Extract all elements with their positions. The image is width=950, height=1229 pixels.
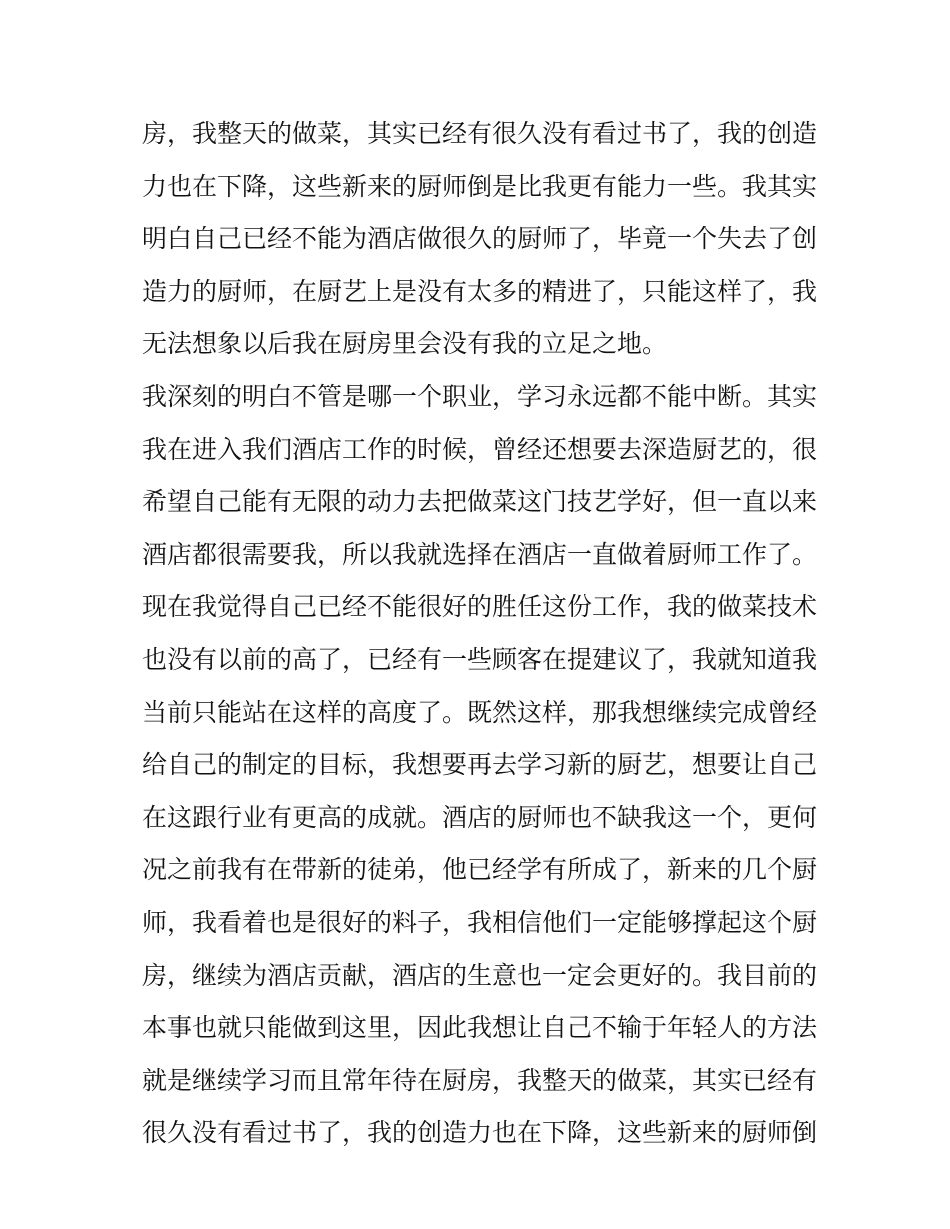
text-line: 我在进入我们酒店工作的时候，曾经还想要去深造厨艺的，很: [142, 434, 818, 464]
text-line: 当前只能站在这样的高度了。既然这样，那我想继续完成曾经: [142, 697, 818, 727]
text-line: 无法想象以后我在厨房里会没有我的立足之地。: [142, 329, 668, 359]
text-line: 房，我整天的做菜，其实已经有很久没有看过书了，我的创造: [142, 119, 818, 148]
text-line: 也没有以前的高了，已经有一些顾客在提建议了，我就知道我: [142, 644, 818, 674]
text-line: 我深刻的明白不管是哪一个职业，学习永远都不能中断。其实: [142, 381, 818, 411]
text-line: 在这跟行业有更高的成就。酒店的厨师也不缺我这一个，更何: [142, 802, 818, 832]
text-line: 明白自己已经不能为酒店做很久的厨师了，毕竟一个失去了创: [142, 224, 818, 254]
text-line: 房，继续为酒店贡献，酒店的生意也一定会更好的。我目前的: [142, 960, 818, 990]
body-text: [142, 108, 822, 1160]
text-line: 希望自己能有无限的动力去把做菜这门技艺学好，但一直以来: [142, 487, 818, 517]
text-line: 造力的厨师，在厨艺上是没有太多的精进了，只能这样了，我: [142, 276, 818, 306]
text-line: 况之前我有在带新的徒弟，他已经学有所成了，新来的几个厨: [142, 855, 818, 885]
text-line: 师，我看着也是很好的料子，我相信他们一定能够撑起这个厨: [142, 907, 818, 937]
text-line: 本事也就只能做到这里，因此我想让自己不输于年轻人的方法: [142, 1013, 818, 1043]
text-line: 就是继续学习而且常年待在厨房，我整天的做菜，其实已经有: [142, 1065, 818, 1095]
text-line: 现在我觉得自己已经不能很好的胜任这份工作，我的做菜技术: [142, 592, 818, 622]
text-line: 力也在下降，这些新来的厨师倒是比我更有能力一些。我其实: [142, 171, 818, 201]
text-line: 很久没有看过书了，我的创造力也在下降，这些新来的厨师倒: [142, 1118, 818, 1148]
text-line: 酒店都很需要我，所以我就选择在酒店一直做着厨师工作了。: [142, 539, 818, 569]
text-line: 给自己的制定的目标，我想要再去学习新的厨艺，想要让自己: [142, 750, 818, 780]
